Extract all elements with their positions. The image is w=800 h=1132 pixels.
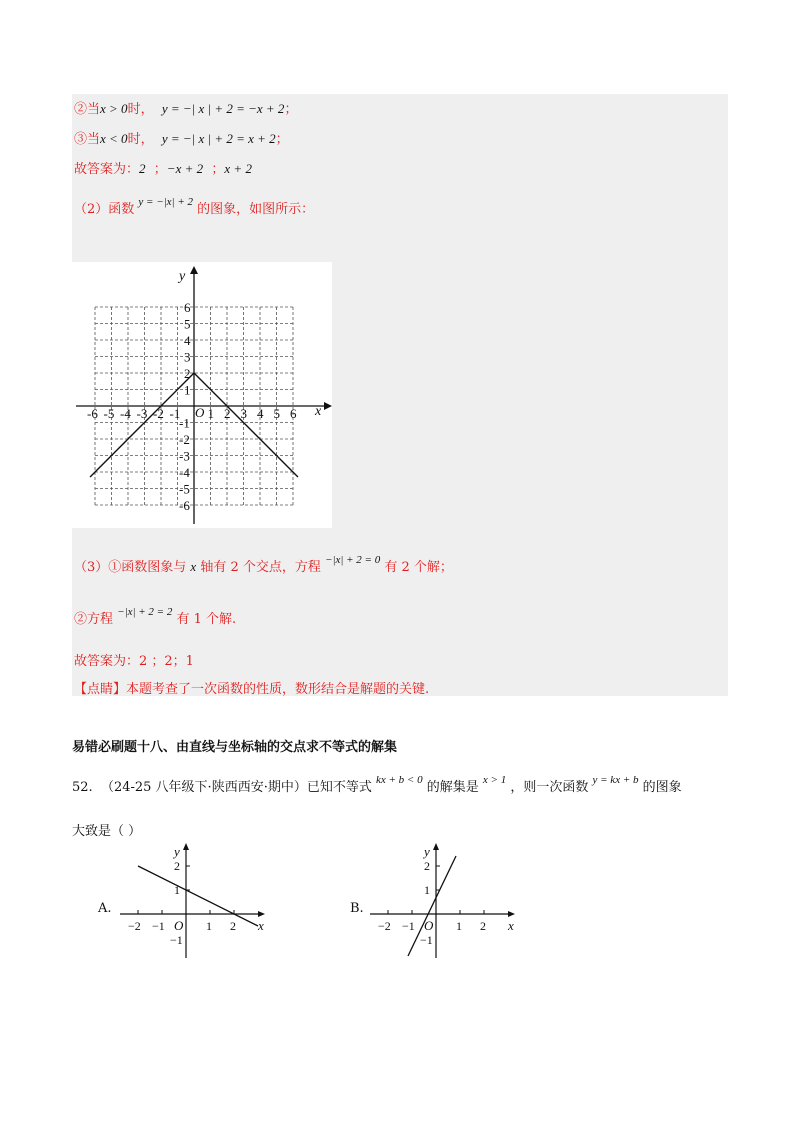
option-a-x-tick-label: −1 (152, 919, 165, 933)
option-b-x-tick-label: −2 (378, 919, 391, 933)
option-a-x-tick-label: 1 (206, 919, 212, 933)
y-tick-label: -1 (179, 415, 190, 431)
answer-value-1: 2 (139, 161, 146, 176)
solution-line-function-graph (74, 198, 314, 217)
solution-line-key-point (74, 678, 429, 697)
section-heading: 易错必刷题十八、由直线与坐标轴的交点求不等式的解集 (72, 740, 398, 755)
y-tick-label: 2 (184, 366, 191, 381)
y-tick-label: 6 (184, 300, 191, 315)
option-b-x-tick-label: 1 (456, 919, 462, 933)
option-b-y-label: y (424, 844, 430, 859)
x-tick-label: -3 (136, 406, 148, 421)
option-a-x-tick-label: −2 (128, 919, 141, 933)
question-function: y = kx + b (592, 774, 639, 786)
solution-line-answer-1 (74, 158, 252, 177)
x-tick-label: -6 (87, 406, 98, 421)
x-tick-label: 3 (240, 406, 247, 421)
y-axis-label: y (179, 269, 186, 284)
option-a-line (138, 866, 258, 926)
case-expression: y = −| x | + 2 = −x + 2 (161, 101, 285, 116)
part2-suffix: 的图象，如图所示： (197, 202, 315, 217)
solution-line-answer-2: 故答案为：2 ；2；1 (74, 654, 194, 669)
solution-line-case-positive (74, 98, 297, 117)
y-tick-label: -2 (179, 432, 190, 447)
function-graph (72, 262, 332, 528)
option-a-x-tick-label: 2 (230, 919, 236, 933)
case-prefix: ③当 (74, 132, 101, 147)
answer-separator: ； (211, 162, 225, 177)
function-graph-svg (72, 262, 332, 528)
option-a-x-label: x (258, 918, 264, 933)
question-line-1 (72, 776, 682, 795)
case-expression: y = −| x | + 2 = x + 2 (161, 131, 276, 146)
question-line-2: 大致是（ ） (72, 824, 142, 839)
option-b-y-tick-label: 1 (424, 883, 430, 897)
case-mid: 时， (127, 132, 154, 147)
answer-separator: ； (153, 162, 167, 177)
function-expression: y = −|x| + 2 (138, 196, 194, 208)
case-mid: 时， (127, 102, 154, 117)
equation2-prefix: ②方程 (74, 612, 114, 627)
x-tick-label: 6 (290, 406, 297, 421)
answer-prefix: 故答案为： (74, 162, 140, 177)
option-b-x-tick-label: −1 (402, 919, 415, 933)
case-prefix: ②当 (74, 102, 101, 117)
option-a-y-label: y (174, 844, 180, 859)
part3-suffix: 有 2 个解； (384, 560, 453, 575)
option-a-y-tick-label: 2 (174, 859, 180, 873)
x-tick-labels (87, 406, 297, 421)
option-b-x-tick-label: 2 (480, 919, 486, 933)
option-a-y-tick-label: −1 (170, 933, 183, 947)
y-tick-label: 5 (184, 316, 191, 332)
part3-prefix: （3）①函数图象与 (74, 560, 187, 575)
option-b-y-arrow-icon (433, 843, 439, 850)
x-tick-label: 2 (224, 406, 231, 421)
x-tick-label: 1 (207, 406, 214, 421)
part3-variable: x (190, 559, 197, 574)
option-b-label[interactable]: B. (350, 901, 364, 916)
origin-label: O (195, 405, 205, 420)
option-b-y-tick-label: 2 (424, 859, 430, 873)
key-point-tag: 【点睛】 (74, 682, 127, 697)
question-end-1: 的图象 (642, 780, 682, 795)
y-tick-label: -6 (179, 498, 190, 513)
option-a-origin: O (174, 918, 184, 933)
option-b-y-tick-label: −1 (420, 933, 433, 947)
question-solution-set: x > 1 (482, 774, 507, 786)
equation2-expression: −|x| + 2 = 2 (117, 606, 173, 618)
question-mid-1: 的解集是 (426, 780, 479, 795)
option-b-x-label: x (508, 918, 514, 933)
part3-equation: −|x| + 2 = 0 (325, 554, 381, 566)
question-mid-2: ，则一次函数 (510, 780, 589, 795)
x-tick-label: -1 (169, 406, 181, 421)
question-source: （24-25 八年级下·陕西西安·期中）已知不等式 (100, 780, 372, 795)
x-tick-label: -4 (120, 406, 131, 421)
x-axis-arrow-icon (324, 402, 332, 410)
y-tick-label: -5 (179, 481, 190, 497)
option-b-origin: O (424, 918, 434, 933)
question-number: 52. (72, 780, 93, 795)
option-a-y-tick-label: 1 (174, 883, 180, 897)
y-tick-label: -4 (179, 465, 190, 480)
case-condition: x > 0 (100, 101, 128, 116)
option-a-label[interactable]: A. (98, 901, 112, 916)
case-condition: x < 0 (100, 131, 128, 146)
x-tick-label: 4 (257, 406, 264, 421)
solution-line-part3 (74, 556, 453, 575)
solution-line-equation-2 (74, 608, 236, 627)
option-a-graph[interactable] (118, 840, 268, 960)
x-tick-label: 5 (273, 406, 280, 421)
option-a-y-arrow-icon (183, 843, 189, 850)
case-end: ； (284, 102, 298, 117)
option-b-x-arrow-icon (508, 911, 515, 917)
y-axis-arrow-icon (190, 266, 198, 274)
solution-line-case-negative (74, 128, 289, 147)
x-tick-label: -5 (103, 406, 115, 421)
key-point-text: 本题考查了一次函数的性质，数形结合是解题的关键. (126, 682, 430, 697)
question-inequality: kx + b < 0 (375, 774, 423, 786)
y-tick-label: 3 (184, 349, 191, 365)
option-b-graph[interactable] (368, 840, 518, 960)
y-tick-label: -3 (179, 448, 190, 464)
part2-prefix: （2）函数 (74, 202, 135, 217)
option-a-x-arrow-icon (258, 911, 265, 917)
x-tick-label: -2 (153, 406, 164, 421)
part3-mid: 轴有 2 个交点，方程 (200, 560, 321, 575)
x-axis-label: x (315, 404, 322, 419)
equation2-suffix: 有 1 个解. (176, 612, 237, 627)
answer-value-3: x + 2 (224, 161, 252, 176)
y-tick-label: 4 (184, 333, 191, 348)
case-end: ； (275, 132, 289, 147)
answer-value-2: −x + 2 (166, 161, 204, 176)
y-tick-label: 1 (184, 382, 191, 398)
